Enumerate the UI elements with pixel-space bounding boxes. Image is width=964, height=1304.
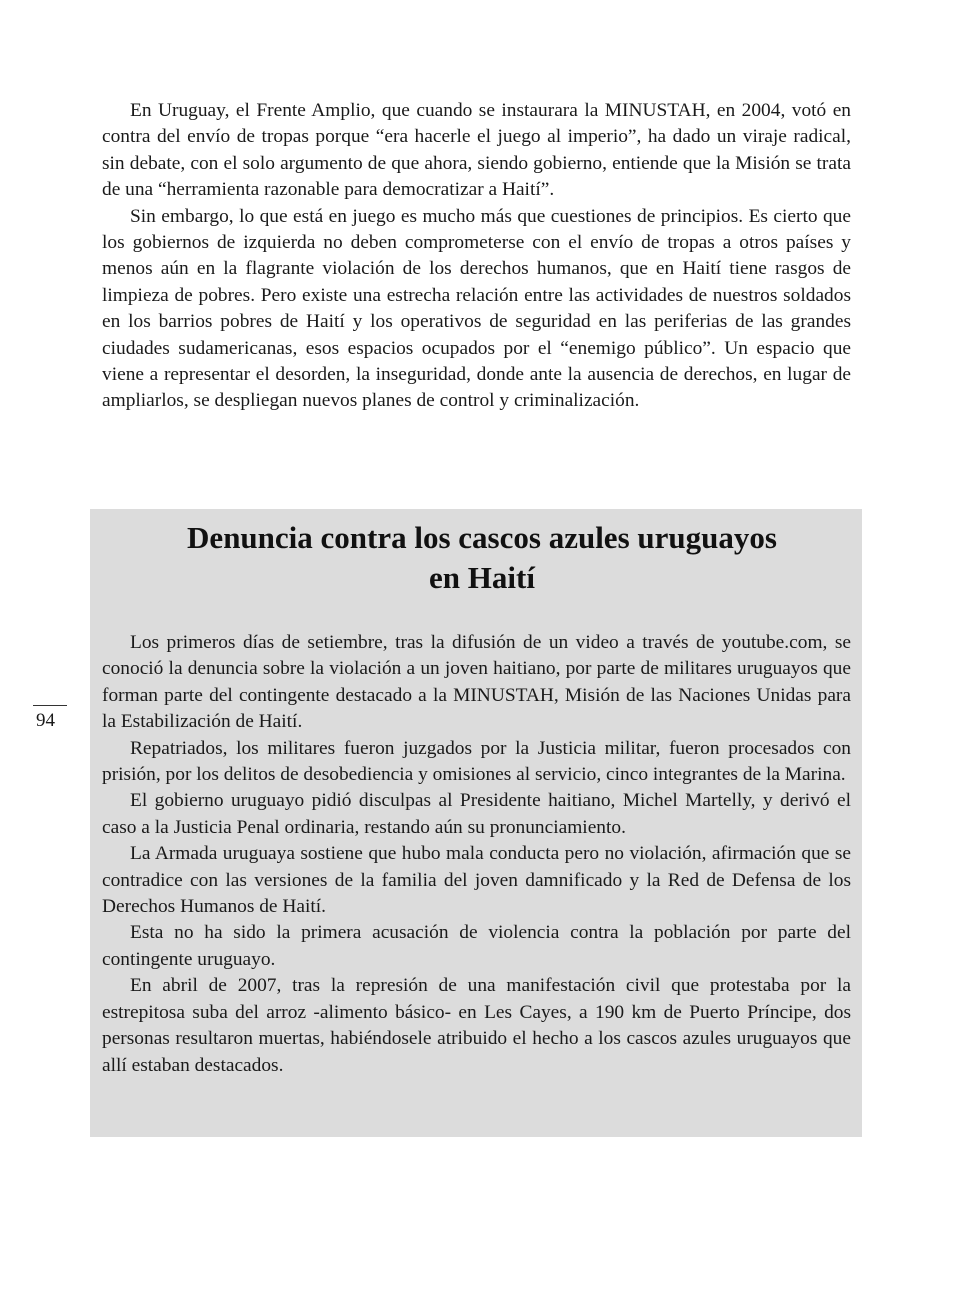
box-title: [0, 518, 964, 598]
paragraph: Esta no ha sido la primera acusación de violencia contra la población por parte del contingente uruguayo.: [102, 922, 851, 970]
page-number-rule: [33, 705, 67, 706]
paragraph: Repatriados, los militares fueron juzgados por la Justicia militar, fueron procesados con prisión, por los delitos de desobediencia y omisiones al servicio, cinco integrantes de la Marina.: [102, 737, 851, 786]
paragraph: En abril de 2007, tras la represión de una manifestación civil que protestaba por la estrepitosa suba del arroz -alimento básico- en Les Cayes, a 190 km de Puerto Príncipe, dos personas resultaron muertas, habiéndosele atribuido el hecho a los cascos azules uruguayos que allí estaban destacados.: [102, 975, 851, 1076]
paragraph: En Uruguay, el Frente Amplio, que cuando se instaurara la MINUSTAH, en 2004, votó en contra del envío de tropas porque “era hacerle el juego al imperio”, ha dado un viraje radical, sin debate, con el solo argumento de que ahora, siendo gobierno, entiende que la Misión se trata de una “herramienta razonable para democratizar a Haití”.: [102, 100, 851, 201]
paragraph: Sin embargo, lo que está en juego es mucho más que cuestiones de principios. Es cierto que los gobiernos de izquierda no deben comprometerse con el envío de tropas a otros países y menos aún en la flagrante violación de los derechos humanos, que en Haití tiene rasgos de limpieza de pobres. Pero existe una estrecha relación entre las actividades de nuestros soldados en los barrios pobres de Haití y los operativos de seguridad en las periferias de las grandes ciudades sudamericanas, esos espacios ocupados por el “enemigo público”. Un espacio que viene a representar el desorden, la inseguridad, donde ante la ausencia de derechos, en lugar de ampliarlos, se despliegan nuevos planes de control y criminalización.: [102, 205, 851, 412]
paragraph: La Armada uruguaya sostiene que hubo mala conducta pero no violación, afirmación que se contradice con las versiones de la familia del joven damnificado y la Red de Defensa de los Derechos Humanos de Haití.: [102, 843, 851, 918]
box-text: [102, 630, 851, 1079]
box-title-line: Denuncia contra los cascos azules uruguayos: [187, 520, 777, 555]
paragraph: El gobierno uruguayo pidió disculpas al Presidente haitiano, Michel Martelly, y derivó el caso a la Justicia Penal ordinaria, restando aún su pronunciamiento.: [102, 790, 851, 838]
page-number: 94: [36, 710, 55, 731]
box-title-line: en Haití: [429, 560, 535, 595]
paragraph: Los primeros días de setiembre, tras la difusión de un video a través de youtube.com, se conoció la denuncia sobre la violación a un joven haitiano, por parte de militares uruguayos que forman parte del contingente destacado a la MINUSTAH, Misión de las Naciones Unidas para la Estabilización de Haití.: [102, 632, 851, 733]
intro-text: [102, 98, 851, 415]
